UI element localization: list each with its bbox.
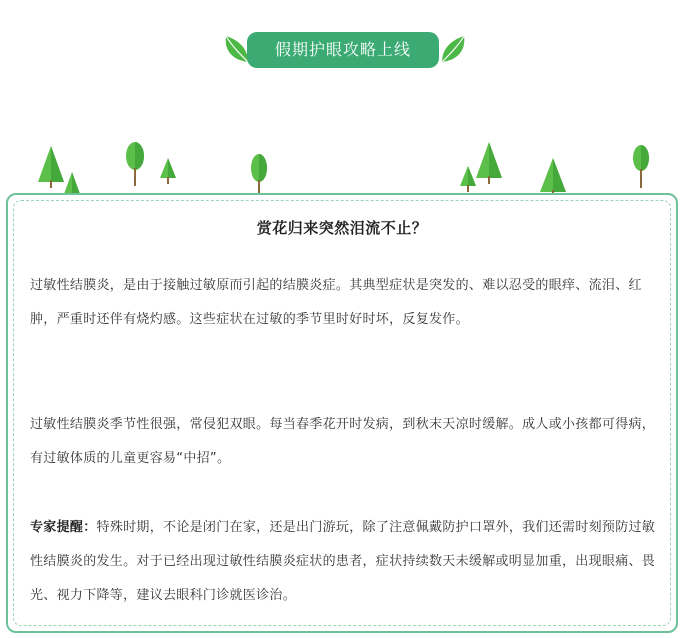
paragraph-seasonal: 过敏性结膜炎季节性很强，常侵犯双眼。每当春季花开时发病，到秋末天凉时缓解。成人或小孩都可得病，有过敏体质的儿童更容易“中招”。 [30, 417, 656, 466]
expert-tip-text: 特殊时期，不论是闭门在家，还是出门游玩，除了注意佩戴防护口罩外，我们还需时刻预防过敏性结膜炎的发生。对于已经出现过敏性结膜炎症状的患者，症状持续数天未缓解或明显加重，出现眼痛、畏光、视力下降等，建议去眼科门诊就医诊治。 [30, 520, 656, 603]
tree-icon [158, 156, 178, 184]
article-title: 赏花归来突然泪流不止？ [256, 219, 428, 237]
leaf-right-icon [440, 34, 468, 64]
tree-icon [630, 144, 652, 188]
article-card [6, 193, 678, 633]
tree-icon [474, 140, 504, 184]
paragraph-expert-tip [30, 511, 660, 613]
expert-tip-label: 专家提醒： [30, 520, 97, 535]
paragraph-intro: 过敏性结膜炎，是由于接触过敏原而引起的结膜炎症。其典型症状是突发的、难以忍受的眼痒、流泪、红肿，严重时还伴有烧灼感。这些症状在过敏的季节里时好时坏，反复发作。 [30, 278, 642, 327]
leaf-left-icon [222, 34, 250, 64]
tree-icon [248, 152, 270, 196]
page-title: 假期护眼攻略上线 [247, 32, 439, 68]
tree-row [0, 130, 689, 200]
header [0, 0, 689, 110]
tree-icon [124, 142, 146, 186]
